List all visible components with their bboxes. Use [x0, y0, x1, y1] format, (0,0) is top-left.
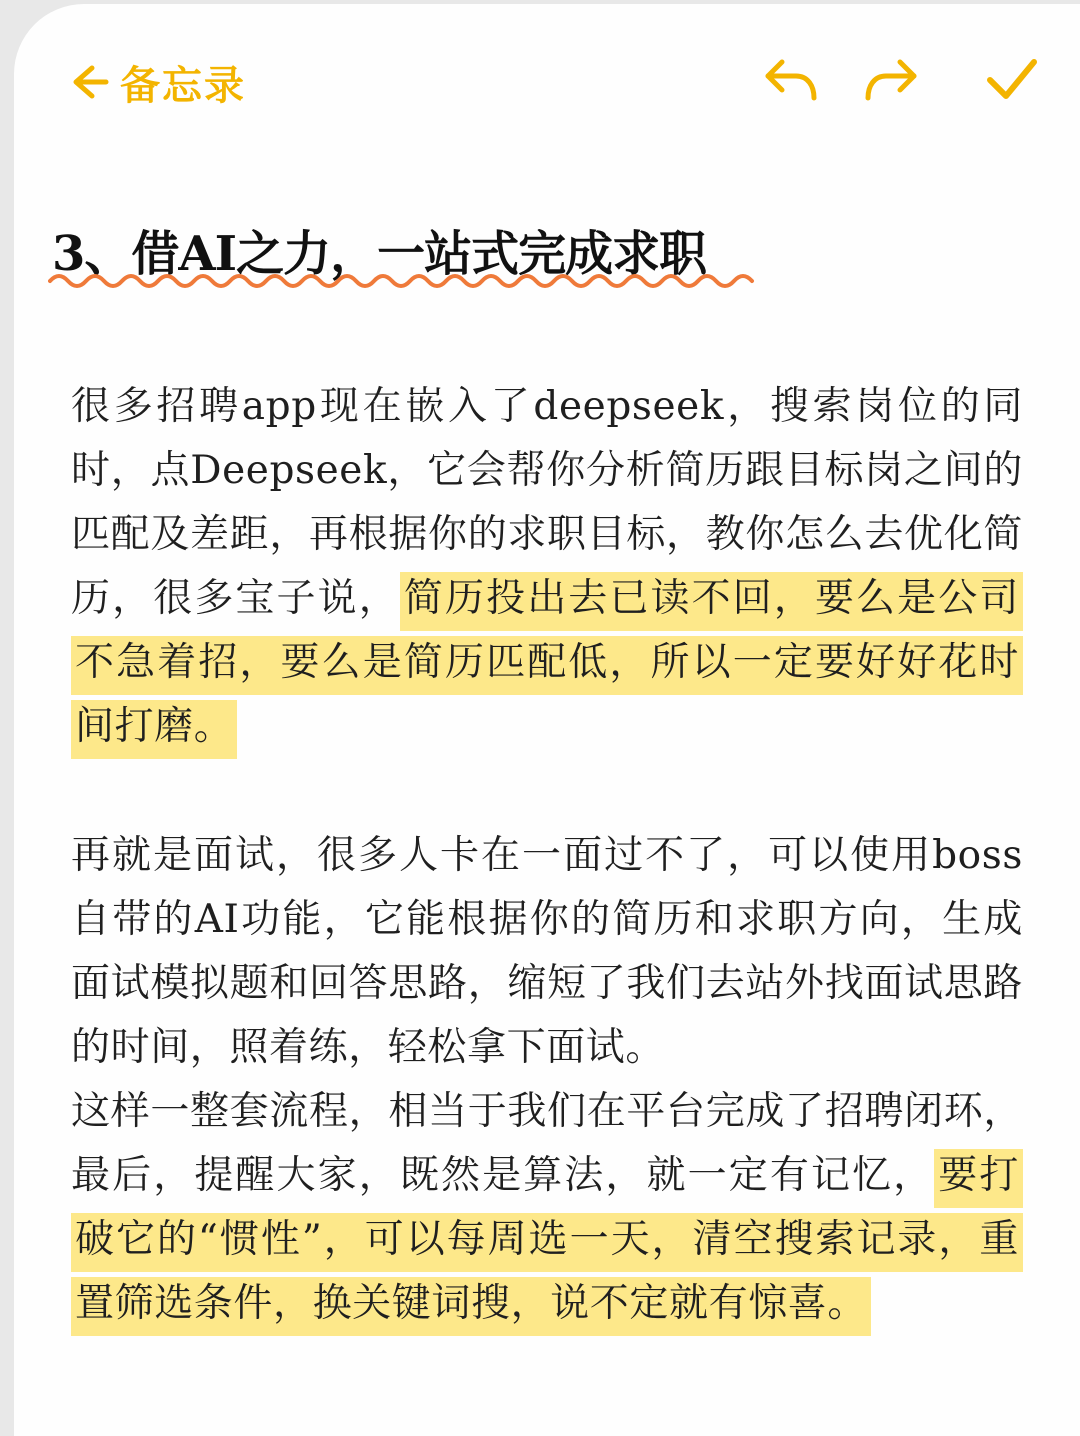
back-label: 备忘录 — [120, 62, 246, 109]
note-editor — [14, 4, 1080, 1436]
undo-arrow-icon — [762, 54, 822, 110]
checkmark-icon — [982, 54, 1042, 110]
note-paragraph-3[interactable] — [71, 1080, 1023, 1336]
paragraph-3-highlight: 要打破它的“惯性”，可以每周选一天，清空搜索记录，重置筛选条件，换关键词搜，说不定就有惊喜。 — [71, 1149, 1023, 1336]
note-paragraph-1[interactable] — [71, 375, 1023, 759]
paragraph-1-text: 很多招聘app现在嵌入了deepseek，搜索岗位的同时，点Deepseek，它会帮你分析简历跟目标岗之间的匹配及差距，再根据你的求职目标，教你怎么去优化简历，很多宝子说， — [71, 384, 1023, 621]
back-arrow-icon — [66, 60, 110, 104]
paragraph-3-text: 这样一整套流程，相当于我们在平台完成了招聘闭环，最后，提醒大家，既然是算法，就一定有记忆， — [71, 1089, 1023, 1198]
note-paragraph-2[interactable]: 再就是面试，很多人卡在一面过不了，可以使用boss自带的AI功能，它能根据你的简历和求职方向，生成面试模拟题和回答思路，缩短了我们去站外找面试思路的时间，照着练，轻松拿下面试。 — [71, 833, 1023, 1070]
redo-button[interactable] — [860, 54, 920, 110]
back-button[interactable] — [66, 50, 246, 114]
top-toolbar — [14, 4, 1080, 154]
undo-button[interactable] — [762, 54, 822, 110]
wavy-underline-decoration — [48, 267, 758, 293]
redo-arrow-icon — [860, 54, 920, 110]
note-heading[interactable]: 3、借AI之力，一站式完成求职 — [52, 226, 707, 282]
note-heading-container — [52, 219, 706, 309]
done-button[interactable] — [982, 54, 1042, 110]
paragraph-1-highlight: 简历投出去已读不回，要么是公司不急着招，要么是简历匹配低，所以一定要好好花时间打磨。 — [71, 572, 1023, 759]
